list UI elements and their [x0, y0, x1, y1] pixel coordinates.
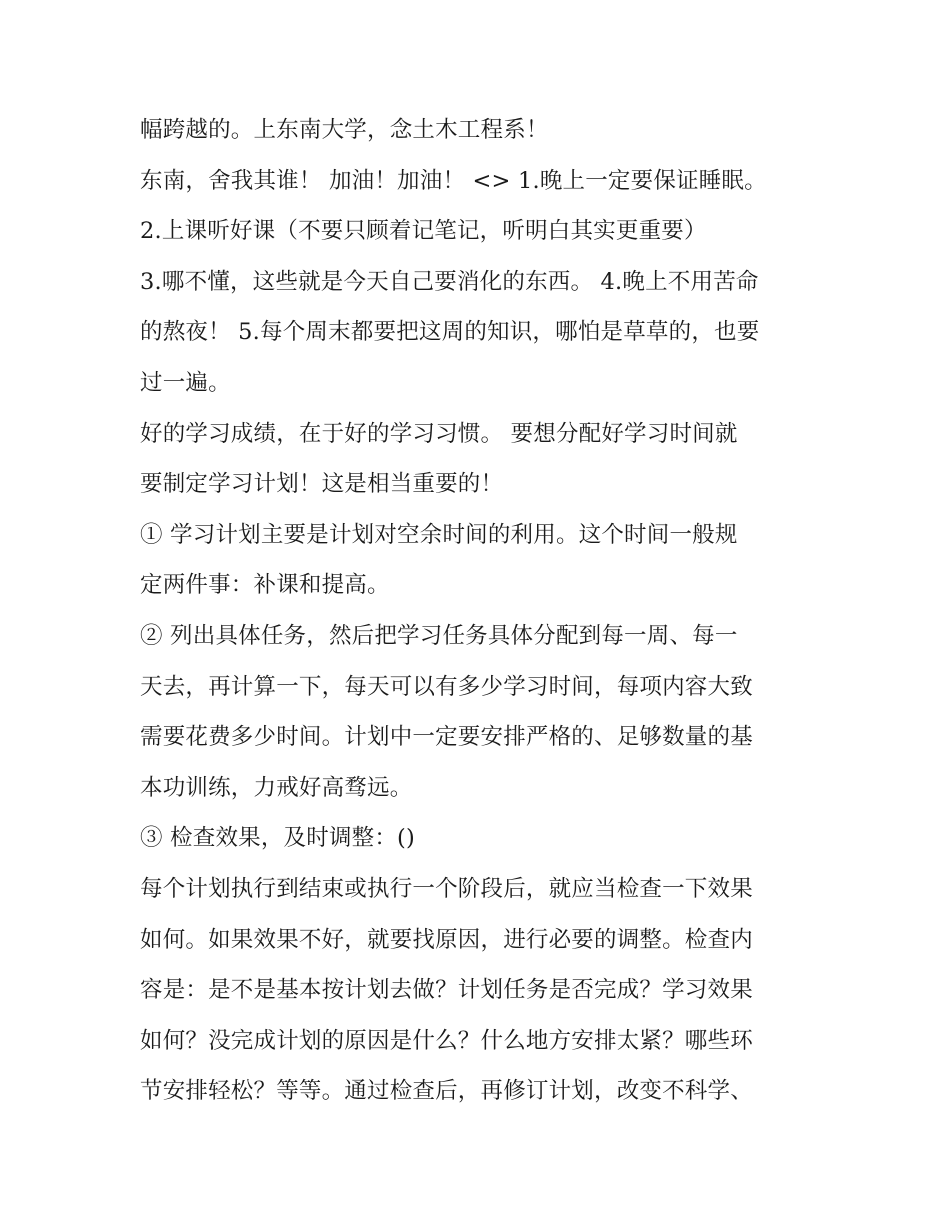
text-line: 每个计划执行到结束或执行一个阶段后，就应当检查一下效果	[140, 876, 753, 902]
text-line: 的熬夜！ 5.每个周末都要把这周的知识，哪怕是草草的，也要	[140, 319, 760, 345]
text-line: 定两件事：补课和提高。	[140, 572, 390, 598]
text-line: 东南，舍我其谁！ 加油！加油！ <> 1.晚上一定要保证睡眠。	[140, 168, 767, 194]
text-line: 容是：是不是基本按计划去做？计划任务是否完成？学习效果	[140, 977, 753, 1003]
text-line: ② 列出具体任务，然后把学习任务具体分配到每一周、每一	[140, 623, 738, 649]
text-line: ③ 检查效果，及时调整：()	[140, 825, 416, 851]
text-line: 如何。如果效果不好，就要找原因，进行必要的调整。检查内	[140, 927, 753, 953]
text-line: 如何？没完成计划的原因是什么？什么地方安排太紧？哪些环	[140, 1028, 753, 1054]
text-line: 本功训练，力戒好高骛远。	[140, 775, 413, 801]
text-line: 幅跨越的。上东南大学，念土木工程系！	[140, 117, 549, 143]
text-line: 2.上课听好课（不要只顾着记笔记，听明白其实更重要）	[140, 218, 707, 244]
text-line: 过一遍。	[140, 370, 231, 396]
text-line: 需要花费多少时间。计划中一定要安排严格的、足够数量的基	[140, 724, 753, 750]
text-line: 天去，再计算一下，每天可以有多少学习时间，每项内容大致	[140, 674, 753, 700]
text-line: 要制定学习计划！这是相当重要的！	[140, 471, 504, 497]
text-line: ① 学习计划主要是计划对空余时间的利用。这个时间一般规	[140, 522, 738, 548]
text-line: 3.哪不懂，这些就是今天自己要消化的东西。 4.晚上不用苦命	[140, 269, 759, 295]
text-line: 节安排轻松？等等。通过检查后，再修订计划，改变不科学、	[140, 1078, 753, 1104]
text-line: 好的学习成绩，在于好的学习习惯。 要想分配好学习时间就	[140, 421, 738, 447]
